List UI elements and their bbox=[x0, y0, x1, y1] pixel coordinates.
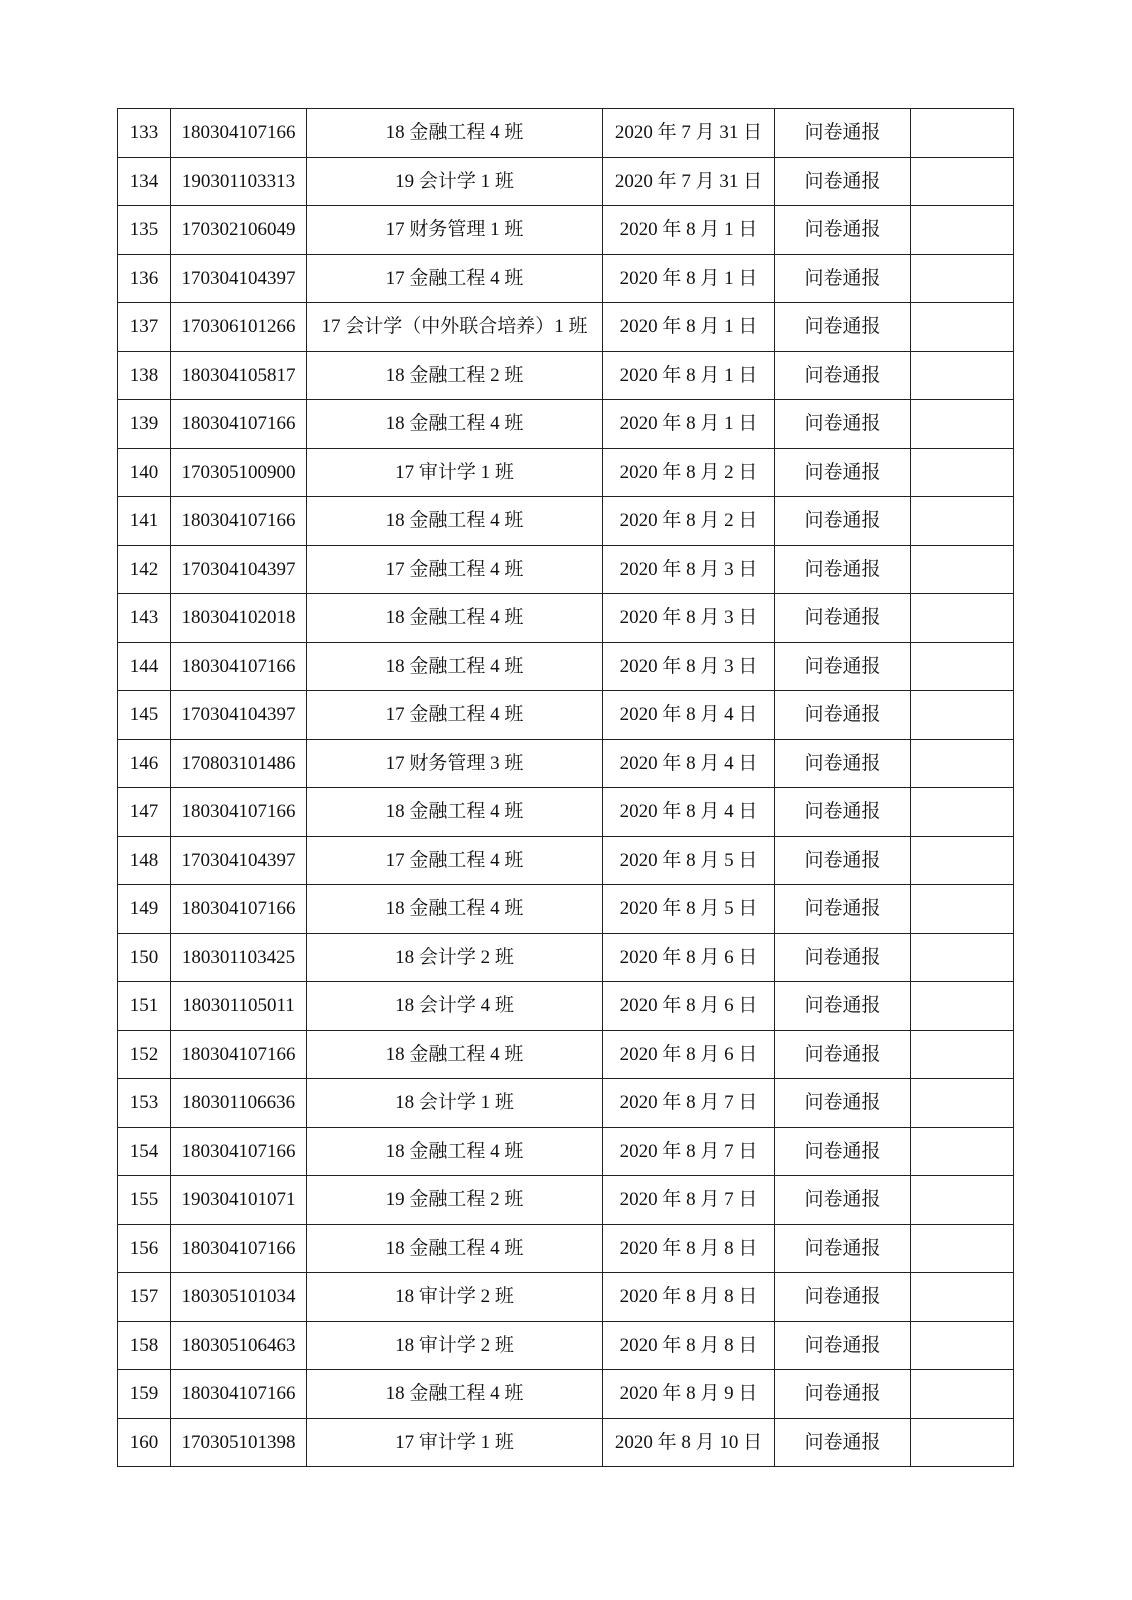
class-name-cell: 18 金融工程 4 班 bbox=[307, 109, 603, 158]
date-cell: 2020 年 7 月 31 日 bbox=[603, 157, 775, 206]
student-id-cell: 180304107166 bbox=[171, 1370, 307, 1419]
class-name-cell: 18 金融工程 4 班 bbox=[307, 1224, 603, 1273]
student-id-cell: 170302106049 bbox=[171, 206, 307, 255]
note-cell bbox=[911, 1176, 1014, 1225]
date-cell: 2020 年 8 月 8 日 bbox=[603, 1321, 775, 1370]
table-row bbox=[118, 303, 1014, 352]
student-id-cell: 180301103425 bbox=[171, 933, 307, 982]
report-type-cell: 问卷通报 bbox=[775, 448, 911, 497]
row-number-cell: 138 bbox=[118, 351, 171, 400]
student-id-cell: 190304101071 bbox=[171, 1176, 307, 1225]
row-number-cell: 135 bbox=[118, 206, 171, 255]
note-cell bbox=[911, 1079, 1014, 1128]
student-id-cell: 180301106636 bbox=[171, 1079, 307, 1128]
row-number-cell: 136 bbox=[118, 254, 171, 303]
row-number-cell: 144 bbox=[118, 642, 171, 691]
date-cell: 2020 年 8 月 5 日 bbox=[603, 836, 775, 885]
student-id-cell: 180304105817 bbox=[171, 351, 307, 400]
report-type-cell: 问卷通报 bbox=[775, 1176, 911, 1225]
note-cell bbox=[911, 1321, 1014, 1370]
row-number-cell: 146 bbox=[118, 739, 171, 788]
table-row bbox=[118, 594, 1014, 643]
class-name-cell: 18 金融工程 4 班 bbox=[307, 885, 603, 934]
report-type-cell: 问卷通报 bbox=[775, 788, 911, 837]
class-name-cell: 19 会计学 1 班 bbox=[307, 157, 603, 206]
report-type-cell: 问卷通报 bbox=[775, 1127, 911, 1176]
table-row bbox=[118, 109, 1014, 158]
note-cell bbox=[911, 303, 1014, 352]
date-cell: 2020 年 8 月 2 日 bbox=[603, 448, 775, 497]
table-row bbox=[118, 885, 1014, 934]
note-cell bbox=[911, 351, 1014, 400]
row-number-cell: 134 bbox=[118, 157, 171, 206]
row-number-cell: 145 bbox=[118, 691, 171, 740]
report-type-cell: 问卷通报 bbox=[775, 1321, 911, 1370]
note-cell bbox=[911, 982, 1014, 1031]
report-type-cell: 问卷通报 bbox=[775, 206, 911, 255]
student-id-cell: 180305101034 bbox=[171, 1273, 307, 1322]
report-type-cell: 问卷通报 bbox=[775, 1370, 911, 1419]
table-row bbox=[118, 1321, 1014, 1370]
class-name-cell: 18 会计学 1 班 bbox=[307, 1079, 603, 1128]
date-cell: 2020 年 8 月 6 日 bbox=[603, 982, 775, 1031]
note-cell bbox=[911, 448, 1014, 497]
row-number-cell: 149 bbox=[118, 885, 171, 934]
date-cell: 2020 年 8 月 9 日 bbox=[603, 1370, 775, 1419]
report-type-cell: 问卷通报 bbox=[775, 1079, 911, 1128]
note-cell bbox=[911, 254, 1014, 303]
class-name-cell: 18 金融工程 4 班 bbox=[307, 1370, 603, 1419]
date-cell: 2020 年 8 月 3 日 bbox=[603, 594, 775, 643]
report-type-cell: 问卷通报 bbox=[775, 642, 911, 691]
report-type-cell: 问卷通报 bbox=[775, 157, 911, 206]
table-row bbox=[118, 691, 1014, 740]
row-number-cell: 133 bbox=[118, 109, 171, 158]
note-cell bbox=[911, 206, 1014, 255]
row-number-cell: 141 bbox=[118, 497, 171, 546]
table-row bbox=[118, 788, 1014, 837]
report-type-cell: 问卷通报 bbox=[775, 545, 911, 594]
records-table bbox=[117, 108, 1014, 1467]
table-row bbox=[118, 157, 1014, 206]
report-type-cell: 问卷通报 bbox=[775, 497, 911, 546]
date-cell: 2020 年 8 月 4 日 bbox=[603, 691, 775, 740]
class-name-cell: 17 财务管理 1 班 bbox=[307, 206, 603, 255]
class-name-cell: 18 金融工程 4 班 bbox=[307, 1127, 603, 1176]
class-name-cell: 17 金融工程 4 班 bbox=[307, 545, 603, 594]
student-id-cell: 190301103313 bbox=[171, 157, 307, 206]
student-id-cell: 180304107166 bbox=[171, 400, 307, 449]
table-row bbox=[118, 739, 1014, 788]
student-id-cell: 180304107166 bbox=[171, 109, 307, 158]
table-row bbox=[118, 1370, 1014, 1419]
row-number-cell: 139 bbox=[118, 400, 171, 449]
row-number-cell: 160 bbox=[118, 1418, 171, 1467]
table-row bbox=[118, 545, 1014, 594]
row-number-cell: 143 bbox=[118, 594, 171, 643]
report-type-cell: 问卷通报 bbox=[775, 1224, 911, 1273]
row-number-cell: 159 bbox=[118, 1370, 171, 1419]
date-cell: 2020 年 8 月 1 日 bbox=[603, 400, 775, 449]
row-number-cell: 155 bbox=[118, 1176, 171, 1225]
class-name-cell: 18 会计学 2 班 bbox=[307, 933, 603, 982]
student-id-cell: 180304107166 bbox=[171, 497, 307, 546]
class-name-cell: 18 金融工程 4 班 bbox=[307, 788, 603, 837]
table-row bbox=[118, 642, 1014, 691]
class-name-cell: 17 财务管理 3 班 bbox=[307, 739, 603, 788]
table-row bbox=[118, 497, 1014, 546]
class-name-cell: 18 金融工程 4 班 bbox=[307, 642, 603, 691]
row-number-cell: 140 bbox=[118, 448, 171, 497]
student-id-cell: 170803101486 bbox=[171, 739, 307, 788]
table-row bbox=[118, 1176, 1014, 1225]
date-cell: 2020 年 8 月 8 日 bbox=[603, 1273, 775, 1322]
note-cell bbox=[911, 157, 1014, 206]
student-id-cell: 180304107166 bbox=[171, 1127, 307, 1176]
student-id-cell: 180304107166 bbox=[171, 788, 307, 837]
table-row bbox=[118, 448, 1014, 497]
note-cell bbox=[911, 642, 1014, 691]
table-row bbox=[118, 206, 1014, 255]
report-type-cell: 问卷通报 bbox=[775, 885, 911, 934]
student-id-cell: 170306101266 bbox=[171, 303, 307, 352]
note-cell bbox=[911, 691, 1014, 740]
class-name-cell: 17 审计学 1 班 bbox=[307, 448, 603, 497]
records-table-body bbox=[118, 109, 1014, 1467]
note-cell bbox=[911, 1224, 1014, 1273]
row-number-cell: 153 bbox=[118, 1079, 171, 1128]
class-name-cell: 18 金融工程 4 班 bbox=[307, 400, 603, 449]
date-cell: 2020 年 8 月 3 日 bbox=[603, 642, 775, 691]
row-number-cell: 147 bbox=[118, 788, 171, 837]
class-name-cell: 18 金融工程 4 班 bbox=[307, 497, 603, 546]
report-type-cell: 问卷通报 bbox=[775, 836, 911, 885]
note-cell bbox=[911, 1370, 1014, 1419]
row-number-cell: 158 bbox=[118, 1321, 171, 1370]
report-type-cell: 问卷通报 bbox=[775, 594, 911, 643]
report-type-cell: 问卷通报 bbox=[775, 739, 911, 788]
table-row bbox=[118, 400, 1014, 449]
note-cell bbox=[911, 1418, 1014, 1467]
class-name-cell: 18 会计学 4 班 bbox=[307, 982, 603, 1031]
class-name-cell: 18 金融工程 2 班 bbox=[307, 351, 603, 400]
date-cell: 2020 年 8 月 6 日 bbox=[603, 1030, 775, 1079]
note-cell bbox=[911, 933, 1014, 982]
table-row bbox=[118, 982, 1014, 1031]
note-cell bbox=[911, 497, 1014, 546]
class-name-cell: 17 审计学 1 班 bbox=[307, 1418, 603, 1467]
table-row bbox=[118, 1127, 1014, 1176]
table-row bbox=[118, 1418, 1014, 1467]
row-number-cell: 151 bbox=[118, 982, 171, 1031]
date-cell: 2020 年 7 月 31 日 bbox=[603, 109, 775, 158]
note-cell bbox=[911, 1273, 1014, 1322]
table-row bbox=[118, 1273, 1014, 1322]
report-type-cell: 问卷通报 bbox=[775, 1030, 911, 1079]
student-id-cell: 180304102018 bbox=[171, 594, 307, 643]
row-number-cell: 148 bbox=[118, 836, 171, 885]
row-number-cell: 152 bbox=[118, 1030, 171, 1079]
date-cell: 2020 年 8 月 10 日 bbox=[603, 1418, 775, 1467]
date-cell: 2020 年 8 月 8 日 bbox=[603, 1224, 775, 1273]
note-cell bbox=[911, 109, 1014, 158]
note-cell bbox=[911, 545, 1014, 594]
report-type-cell: 问卷通报 bbox=[775, 1418, 911, 1467]
note-cell bbox=[911, 1127, 1014, 1176]
report-type-cell: 问卷通报 bbox=[775, 351, 911, 400]
table-row bbox=[118, 1079, 1014, 1128]
table-row bbox=[118, 836, 1014, 885]
class-name-cell: 17 金融工程 4 班 bbox=[307, 691, 603, 740]
note-cell bbox=[911, 594, 1014, 643]
class-name-cell: 17 金融工程 4 班 bbox=[307, 836, 603, 885]
row-number-cell: 142 bbox=[118, 545, 171, 594]
report-type-cell: 问卷通报 bbox=[775, 254, 911, 303]
table-row bbox=[118, 1224, 1014, 1273]
student-id-cell: 180305106463 bbox=[171, 1321, 307, 1370]
date-cell: 2020 年 8 月 5 日 bbox=[603, 885, 775, 934]
class-name-cell: 17 金融工程 4 班 bbox=[307, 254, 603, 303]
date-cell: 2020 年 8 月 4 日 bbox=[603, 739, 775, 788]
date-cell: 2020 年 8 月 1 日 bbox=[603, 351, 775, 400]
row-number-cell: 156 bbox=[118, 1224, 171, 1273]
table-row bbox=[118, 1030, 1014, 1079]
report-type-cell: 问卷通报 bbox=[775, 303, 911, 352]
date-cell: 2020 年 8 月 7 日 bbox=[603, 1079, 775, 1128]
student-id-cell: 180304107166 bbox=[171, 642, 307, 691]
row-number-cell: 157 bbox=[118, 1273, 171, 1322]
note-cell bbox=[911, 739, 1014, 788]
student-id-cell: 180304107166 bbox=[171, 1030, 307, 1079]
class-name-cell: 18 金融工程 4 班 bbox=[307, 594, 603, 643]
note-cell bbox=[911, 836, 1014, 885]
note-cell bbox=[911, 788, 1014, 837]
date-cell: 2020 年 8 月 1 日 bbox=[603, 206, 775, 255]
report-type-cell: 问卷通报 bbox=[775, 1273, 911, 1322]
date-cell: 2020 年 8 月 6 日 bbox=[603, 933, 775, 982]
row-number-cell: 137 bbox=[118, 303, 171, 352]
note-cell bbox=[911, 400, 1014, 449]
note-cell bbox=[911, 1030, 1014, 1079]
row-number-cell: 154 bbox=[118, 1127, 171, 1176]
class-name-cell: 17 会计学（中外联合培养）1 班 bbox=[307, 303, 603, 352]
date-cell: 2020 年 8 月 1 日 bbox=[603, 303, 775, 352]
date-cell: 2020 年 8 月 1 日 bbox=[603, 254, 775, 303]
date-cell: 2020 年 8 月 7 日 bbox=[603, 1176, 775, 1225]
student-id-cell: 170305101398 bbox=[171, 1418, 307, 1467]
class-name-cell: 18 审计学 2 班 bbox=[307, 1321, 603, 1370]
date-cell: 2020 年 8 月 4 日 bbox=[603, 788, 775, 837]
student-id-cell: 170304104397 bbox=[171, 691, 307, 740]
report-type-cell: 问卷通报 bbox=[775, 691, 911, 740]
student-id-cell: 180304107166 bbox=[171, 1224, 307, 1273]
report-type-cell: 问卷通报 bbox=[775, 400, 911, 449]
student-id-cell: 170305100900 bbox=[171, 448, 307, 497]
class-name-cell: 18 金融工程 4 班 bbox=[307, 1030, 603, 1079]
date-cell: 2020 年 8 月 2 日 bbox=[603, 497, 775, 546]
table-row bbox=[118, 933, 1014, 982]
class-name-cell: 18 审计学 2 班 bbox=[307, 1273, 603, 1322]
report-type-cell: 问卷通报 bbox=[775, 982, 911, 1031]
date-cell: 2020 年 8 月 3 日 bbox=[603, 545, 775, 594]
report-type-cell: 问卷通报 bbox=[775, 109, 911, 158]
table-row bbox=[118, 351, 1014, 400]
table-row bbox=[118, 254, 1014, 303]
student-id-cell: 170304104397 bbox=[171, 545, 307, 594]
row-number-cell: 150 bbox=[118, 933, 171, 982]
note-cell bbox=[911, 885, 1014, 934]
date-cell: 2020 年 8 月 7 日 bbox=[603, 1127, 775, 1176]
student-id-cell: 170304104397 bbox=[171, 836, 307, 885]
student-id-cell: 180304107166 bbox=[171, 885, 307, 934]
class-name-cell: 19 金融工程 2 班 bbox=[307, 1176, 603, 1225]
report-type-cell: 问卷通报 bbox=[775, 933, 911, 982]
student-id-cell: 170304104397 bbox=[171, 254, 307, 303]
student-id-cell: 180301105011 bbox=[171, 982, 307, 1031]
